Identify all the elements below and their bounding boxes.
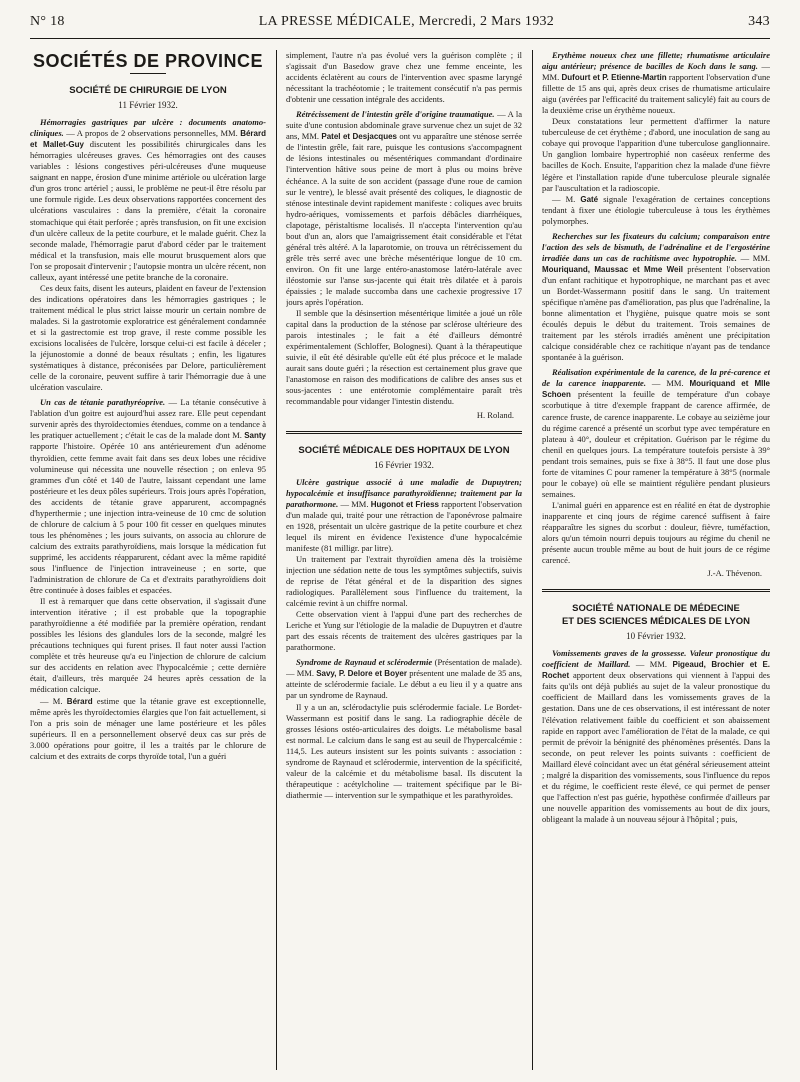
article-paragraph: Ulcère gastrique associé à une maladie de Dupuytren; hypocalcémie et insuffisance parathyroïdienne; traitement par la parathormone. — MM. Hugonot et Friess rapportent l'observation d'un malade qui, traité pour une rétraction de l'aponévrose palmaire en 1928, présentait un ulcère gastrique de la petite courbure et chez lequel ils mirent en évidence l'existence d'une hypocalcémie manifeste (81 milligr. par litre). (286, 476, 522, 553)
article-lead: Recherches sur les fixateurs du calcium; comparaison entre l'action des sels de bismuth, de l'adrénaline et de l'ergostérine irradiée dans un cas de rachitisme avec hypotrophie. (542, 230, 770, 263)
article-paragraph: simplement, l'autre n'a pas évolué vers la guérison complète ; il s'agissait d'un Basedow grave chez une femme enceinte, les accidents éclatèrent au cours de l'intervention avec spasme laryngé nécessitant la trachéotomie ; le traitement consécutif n'a pas permis d'obtenir une cessation intégrale des accidents. (286, 50, 522, 105)
society-heading: SOCIÉTÉ DE CHIRURGIE DE LYON (69, 85, 227, 97)
section-rule (542, 589, 770, 592)
article-lead: Ulcère gastrique associé à une maladie de Dupuytren; hypocalcémie et insuffisance parathyroïdienne; traitement par la parathormone. (286, 476, 522, 509)
article-paragraph: Erythème noueux chez une fillette; rhumatisme articulaire aigu antérieur; présence de bacilles de Koch dans le sang. — MM. Dufourt et P. Etienne-Martin rapportent l'observation d'une fillette de 15 ans qui, après deux crises de rhumatisme articulaire aigu (avérées par l'efficacité du traitement salicylé) fait au cours de la deuxième crise un érythème noueux. (542, 50, 770, 116)
article-paragraph: Rétrécissement de l'intestin grêle d'origine traumatique. — A la suite d'une contusion abdominale grave survenue chez un sujet de 32 ans, MM. Patel et Desjacques ont vu apparaître une sténose serrée de l'intestin grêle, fait rare, puisque les contusions s'accompagnent de lésions intestinales ou mésentériques commandant d'ordinaire l'intervention hâtive sous peine de mort à plus ou moins brève échéance. A la suite de son accident (passage d'une roue de camion sur le ventre), le blessé avait présenté des coliques, le diagnostic de sténose intestinale devint rapidement manifeste : coliques avec bruits hydro-aériques, vomissements et parfois débâcles diarrhéiques, clapotage, péristaltisme localisés. Il n'accepta l'intervention qu'au bout d'un an, alors que l'amaigrissement était considérable et l'état général très altéré. A la laparotomie, on trouva un rétrécissement du grêle très serré avec une brèche mésentérique longue de 10 cm. environ. On fit une large entéro-anastomose latéro-latérale avec iléostomie sur l'anse sus-jacente qui était très dilatée et à parois épaissies ; le malade succomba dans une cachexie progressive 17 jours après l'opération. (286, 109, 522, 308)
page-number: 343 (748, 14, 770, 29)
article-paragraph: — M. Bérard estime que la tétanie grave est exceptionnelle, même après les thyroïdectomies élargies que l'on fait actuellement, si l'on a pris soin de ménager une lame postérieure et les pôles supérieurs. Il en a personnellement observé deux cas sur près de 3.000 opérations pour goitre, il les a traités par le chlorure de calcium et des extraits de corps thyroïde total, l'un a guéri (30, 695, 266, 761)
column-2 (286, 50, 522, 1070)
session-date: 10 Février 1932. (626, 631, 686, 642)
title-rule (130, 73, 166, 74)
running-head (30, 14, 770, 36)
author-names: Pigeaud, Brochier et E. Rochet (542, 660, 770, 681)
signature: J.-A. Thévenon. (707, 568, 762, 579)
session-date: 11 Février 1932. (118, 100, 178, 111)
article-lead: Erythème noueux chez une fillette; rhumatisme articulaire aigu antérieur; présence de bacilles de Koch dans le sang. (542, 50, 770, 72)
article-paragraph: Deux constatations leur permettent d'affirmer la nature tuberculeuse de cet érythème ; d'abord, une inoculation de sang au cobaye qui provoque l'apparition d'une tuberculose ganglionnaire. Un ganglion lombaire hypertrophié non caséeux renferme des bacilles de Koch. Ensuite, l'apparition chez la malade d'une fièvre légère et l'installation rapide d'une tuberculose pleurale signalée par l'auscultation et la radioscopie. (542, 116, 770, 193)
author-names: Santy (244, 431, 266, 441)
column-3 (542, 50, 770, 1070)
section-title: SOCIÉTÉS DE PROVINCE (32, 51, 264, 71)
article-lead: Hémorragies gastriques par ulcère : documents anatomo-cliniques. (30, 117, 266, 139)
article-paragraph: Il y a un an, sclérodactylie puis sclérodermie faciale. Le Bordet-Wassermann est positif dans le sang. La radiographie décèle de grosses lésions ostéo-articulaires des doigts. Le métabolisme basal est normal. Le calcium dans le sang est au seuil de l'hypercalcémie : 114,5. Les auteurs insistent sur les points suivants : association : syndrome de Raynaud et sclérodermie, intervention de la spécificité, valeur de la calcémie et du métabolisme basal. Ils discutent la thérapeutique : acétylcholine — traitement spécifique par le Bi-diathermie — intervention sur le sympathique et les parathyroïdes. (286, 701, 522, 800)
column-rule (532, 50, 533, 1070)
author-names: Gaté (580, 194, 599, 204)
column-1 (30, 50, 266, 1070)
author-names: Bérard et Mallet-Guy (30, 129, 266, 150)
author-names: Bérard (66, 696, 93, 706)
author-names: Savy, P. Delore et Boyer (316, 669, 407, 679)
article-lead: Syndrome de Raynaud et sclérodermie (296, 657, 433, 668)
author-names: Hugonot et Friess (370, 499, 439, 509)
article-paragraph: Un cas de tétanie parathyréoprive. — La tétanie consécutive à l'ablation d'un goitre est aujourd'hui assez rare. Elle peut cependant survenir après des thyroïdectomies étendues, comme on a tendance à les pratiquer actuellement ; c'était le cas de la malade dont M. Santy rapporte l'histoire. Opérée 10 ans antérieurement d'un adénome thyroïdien, cette femme avait fait dans ses deux lobes une récidive volumineuse qui nécessita une nouvelle résection ; on enleva 95 grammes d'un côté et 140 de l'autre, laissant cependant une lame postérieure et les deux pôles supérieurs. Trois jours après l'opération, des accidents de tétanie grave apparurent, accompagnés d'hyperthermie ; une injection intra-veineuse de 10 cmc de solution de chlorure de calcium à 5 pour 100 fit cesser en quelques minutes tous les phénomènes ; les jours suivants, on associa au chlorure de calcium des extraits parathyroïdiens, mais lorsque la médication fut supprimé, les accidents réapparurent, cédant avec la même rapidité sous l'influence de l'injection intraveineuse ; en sorte, que l'administration de chlorure de Ca et d'extraits parathyroïdiens doit être continuée à doses faibles et espacées. (30, 397, 266, 596)
article-paragraph: — M. Gaté signale l'exagération de certaines conceptions tendant à fixer une étiologie tuberculeuse à tous les érythèmes polymorphes. (542, 193, 770, 226)
article-paragraph: Réalisation expérimentale de la carence, de la pré-carence et de la carence inapparente. — MM. Mouriquand et Mlle Schoen présentent la feuille de température d'un cobaye scorbutique à titre d'exemple frappant de carence affirmée, de carence fruste, de carence inapparente. Le cobaye au seizième jour du régime carencé a présenté un scorbut type avec température en plateau à 40°, douleur et crépitation. Guérison par le régime du chenil en quelques jours. La température toutefois persiste à 39° pendant trois semaines, puis se fixe à 38°5. Il faut une dose plus forte de vitamines C pour ramener la température à 38°5 (normale pour le cobaye) où elle se maintient régulière pendant plusieurs semaines. (542, 367, 770, 499)
author-names: Dufourt et P. Etienne-Martin (561, 73, 667, 83)
article-lead: Vomissements graves de la grossesse. Valeur pronostique du coefficient de Maillard. (542, 648, 770, 670)
article-paragraph: Ces deux faits, disent les auteurs, plaident en faveur de l'extension des indications opératoires dans les hémorragies gastriques ; le traitement médical le plus strict laisse mourir un certain nombre de malades. Si la gastrotomie exploratrice est généralement condamnée et si la gastrectomie est trop grave, il reste comme possible les excisions localisées de l'ulcère, lorsque celui-ci est facile à déceler ; la jéjunostomie a donné de beaux résultats ; enfin, les ligatures systématiques à distance, préconisées par Delore, particulièrement celle de la coronaire, peuvent suffire à tarir l'hémorragie due à une ulcération vasculaire. (30, 282, 266, 393)
article-paragraph: Vomissements graves de la grossesse. Valeur pronostique du coefficient de Maillard. — MM. Pigeaud, Brochier et E. Rochet apportent deux observations qui viennent à l'appui des faits qu'ils ont déjà publiés au sujet de la valeur pronostique du coefficient de Maillard dans les vomissements graves de la gestation. Dans une de ces observations, il est intéressant de noter l'élévation relativement faible du coefficient et son abaissement rapide en rapport avec l'amélioration de l'état de la malade, ce qui permit de prévoir la bénignité des phénomènes présentés. Dans la seconde, on peut relever les points suivants : coefficient de Maillard élevé coïncidant avec un état général sérieusement atteint ; malgré la disparition des vomissements, sous l'influence du repos et du régime, le coefficient reste élevé, ce qui permet de penser que l'affection n'est pas guérie, hypothèse confirmée d'ailleurs par une nouvelle apparition des vomissements au bout de dix jours, obligeant la malade à un nouveau séjour à l'hôpital ; puis, (542, 648, 770, 824)
article-paragraph: Recherches sur les fixateurs du calcium; comparaison entre l'action des sels de bismuth, de l'adrénaline et de l'ergostérine irradiée dans un cas de rachitisme avec hypotrophie. — MM. Mouriquand, Maussac et Mme Weil présentent l'observation d'un enfant rachitique et hypotrophique, ne marchant pas et avec un Bordet-Wassermann positif dans le sang. Un traitement spécifique n'amène pas d'amélioration, pas plus que l'adrénaline, la bonne alimentation et l'hygiène, puisque quatre mois se sont écoulés depuis le début du traitement. Trois semaines de traitement par les stérols irradiés amènent une précipitation calcique considérable chez ce rachitique n'ayant pas de tendance spontanée à la guérison. (542, 230, 770, 363)
signature: H. Roland. (476, 409, 514, 420)
session-date: 16 Février 1932. (374, 459, 434, 470)
article-paragraph: Syndrome de Raynaud et sclérodermie (Présentation de malade). — MM. Savy, P. Delore et Boyer présentent une malade de 35 ans, atteinte de sclérodermie faciale. Le début a eu lieu il y a quatre ans par un syndrome de Raynaud. (286, 657, 522, 701)
article-paragraph: Il est à remarquer que dans cette observation, il s'agissait d'une intervention itérative ; il est probable que la topographie parathyroïdienne a été modifiée par la première opération, rendant possibles les lésions des glandules lors de la seconde, malgré les précautions techniques qui furent prises. Il faut noter aussi l'action complète et très heureuse qu'a eu l'injection de chlorure de calcium sur des accidents en relation avec l'hypocalcémie ; cette dernière était, d'ailleurs, très marquée 24 heures après cessation de la médication calcique. (30, 596, 266, 695)
section-rule (286, 431, 522, 434)
article-paragraph: Un traitement par l'extrait thyroïdien amena dès la troisième injection une sédation nette de tous les symptômes subjectifs, suivis de reprise de l'état général et de la disparition des signes radiologiques. Parallèlement sous l'influence du traitement, la calcémie revint à un chiffre normal. (286, 553, 522, 609)
author-names: Mouriquand et Mlle Schoen (542, 379, 770, 400)
journal-title: LA PRESSE MÉDICALE, Mercredi, 2 Mars 1932 (258, 14, 555, 29)
society-heading: SOCIÉTÉ MÉDICALE DES HOPITAUX DE LYON (298, 444, 510, 456)
article-lead: Rétrécissement de l'intestin grêle d'origine traumatique. (296, 109, 495, 120)
article-paragraph: Il semble que la désinsertion mésentérique limitée a joué un rôle capital dans la production de la sténose par sclérose ultérieure des parois intestinales ; le fait a été d'ailleurs démontré expérimentalement (Schloffer, Bolognesi). Quant à la thérapeutique suivie, il eût été désirable qu'elle eût été plus précoce et le malade aurait sans doute guéri ; la résection est certainement plus grave que l'anastomose en raison des modifications de calibre des anses sus et sous-jacentes : une entérotomie complémentaire paraît très recommandable pour vidanger l'intestin distendu. (286, 308, 522, 407)
article-paragraph: L'animal guéri en apparence est en réalité en état de dystrophie inapparente et cinq jours de régime carencé suffisent à faire réapparaître les signes du scorbut : douleur, fièvre, tuméfaction, alors qu'un témoin nourri depuis toujours au régime du chenil ne présente aucun trouble même au bout de huit jours de ce régime carencé. (542, 499, 770, 566)
article-lead: Réalisation expérimentale de la carence, de la pré-carence et de la carence inapparente. (542, 367, 770, 389)
society-heading: SOCIÉTÉ NATIONALE DE MÉDECINE ET DES SCIENCES MÉDICALES DE LYON (561, 603, 751, 628)
article-paragraph: Hémorragies gastriques par ulcère : documents anatomo-cliniques. — A propos de 2 observations personnelles, MM. Bérard et Mallet-Guy discutent les possibilités chirurgicales dans les hémorragies ulcéreuses graves. Ces hémorragies ont des causes variables : lésions congestives péri-ulcéreuses d'une muqueuse saignant en nappe, érosion d'une minime artériole ou ulcération large d'un gros tronc artériel ; aussi, le problème ne peut-il être résolu par une formule rigide. Les deux observations rapportées concernent des ulcérations vasculaires : dans la première, c'était la coronaire stomachique qui était perforée ; après transfusion, on fit une excision d'un ulcère calleux de la petite courbure, et le malade guérit. Chez la seconde malade, l'hémorragie parut d'abord céder par le traitement médical et la transfusion, mais elle mourut brusquement alors que l'on se proposait d'intervenir ; l'autopsie montra un ulcère récent, non calleux, ayant intéressé une petite branche de la coronaire. (30, 117, 266, 282)
column-rule (276, 50, 277, 1070)
issue-number: N° 18 (30, 14, 65, 29)
article-paragraph: Cette observation vient à l'appui d'une part des recherches de Leriche et Yung sur l'étiologie de la maladie de Dupuytren et d'autre part des essais récents de traitement des ulcères gastriques par la parathormone. (286, 609, 522, 653)
header-rule (30, 38, 770, 39)
author-names: Mouriquand, Maussac et Mme Weil (542, 264, 683, 274)
author-names: Patel et Desjacques (321, 132, 397, 142)
article-lead: Un cas de tétanie parathyréoprive. (40, 397, 166, 408)
